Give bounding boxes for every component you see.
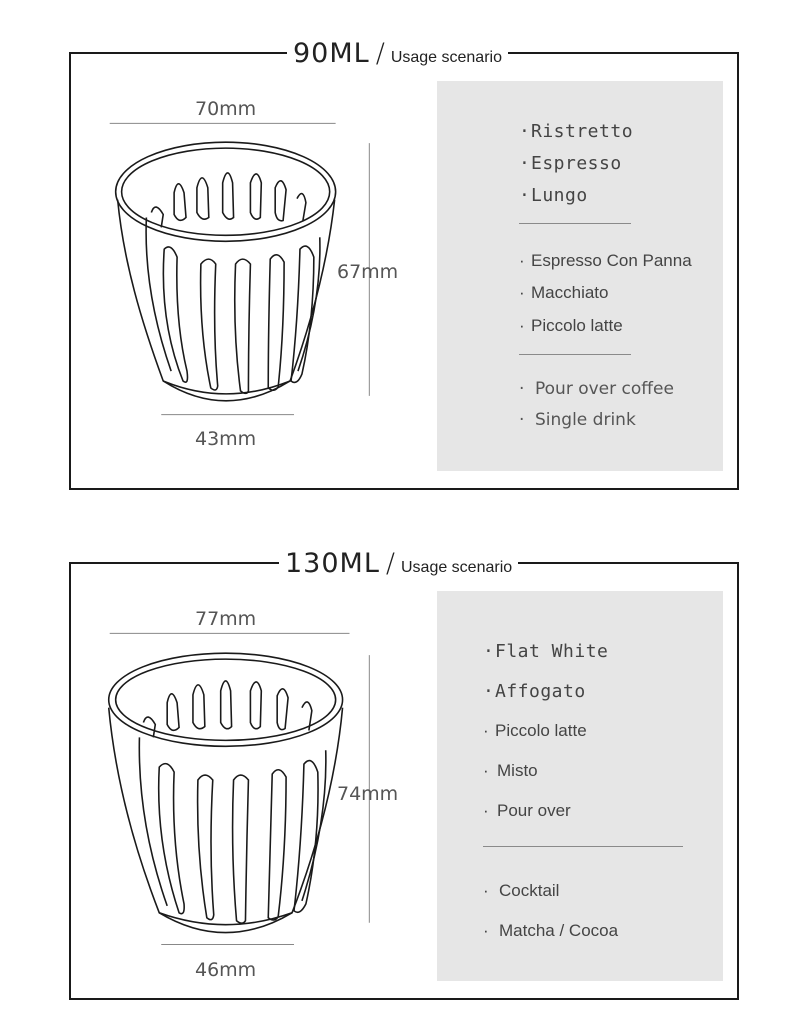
list-item: · Piccolo latte: [483, 721, 587, 740]
list-item: ·Affogato: [483, 681, 586, 702]
list-item: ·Flat White: [483, 641, 609, 662]
list-item: ·Lungo: [519, 185, 588, 206]
usage-list-box: [437, 591, 723, 981]
list-item: · Matcha / Cocoa: [483, 921, 619, 940]
cup-outline: [109, 653, 343, 932]
list-item: · Espresso Con Panna: [519, 251, 692, 270]
height-label: 67mm: [337, 261, 399, 283]
cup-outline: [116, 142, 336, 401]
usage-scenario-label: Usage scenario: [400, 559, 513, 576]
section-heading: [287, 38, 508, 69]
cup-90ml-panel: [69, 38, 739, 490]
top-width-label: 70mm: [195, 98, 257, 120]
list-item: · Piccolo latte: [519, 316, 623, 335]
section-heading: [279, 548, 518, 579]
volume-label: 130ML: [285, 548, 380, 579]
bottom-width-label: 46mm: [195, 959, 257, 981]
heading-slash: /: [385, 548, 395, 579]
bottom-width-label: 43mm: [195, 428, 257, 450]
height-label: 74mm: [337, 783, 399, 805]
list-divider: [519, 354, 631, 355]
heading-slash: /: [375, 38, 385, 69]
top-width-label: 77mm: [195, 608, 257, 630]
list-item: ·Ristretto: [519, 121, 634, 142]
cup-130ml-panel: [69, 548, 739, 1000]
list-divider: [519, 223, 631, 224]
list-item: · Pour over: [483, 801, 571, 820]
list-item: · Misto: [483, 761, 538, 780]
list-divider: [483, 846, 683, 847]
volume-label: 90ML: [293, 38, 370, 69]
list-item: ·Espresso: [519, 153, 622, 174]
list-item: · Cocktail: [483, 881, 560, 900]
list-item: · Macchiato: [519, 283, 609, 302]
usage-list-box: [437, 81, 723, 471]
list-item: · Pour over coffee: [519, 379, 674, 399]
list-item: · Single drink: [519, 410, 636, 430]
usage-scenario-label: Usage scenario: [390, 49, 502, 66]
